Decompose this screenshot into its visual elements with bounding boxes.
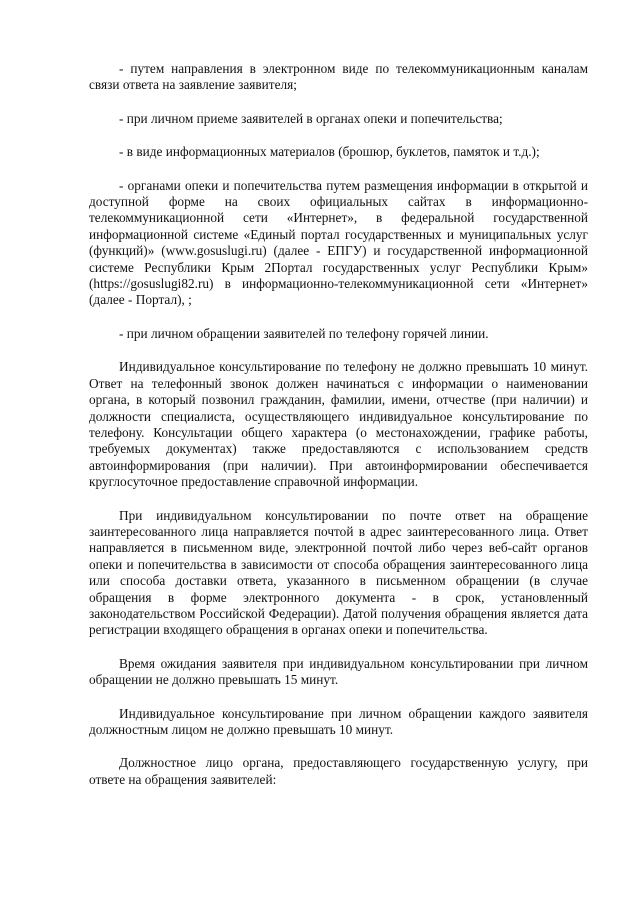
paragraph-phone-consulting: Индивидуальное консультирование по телефону не должно превышать 10 минут. Ответ на телефонный звонок должен начинаться с информации о наименовании органа, в который позвонил гражданин, фамилии, имени, отчестве (при наличии) и должности специалиста, осуществляющего индивидуальное консультирование по телефону. Консультации общего характера (о местонахождении, графике работы, требуемых документах) также предоставляются с использованием средств автоинформирования (при наличии). При автоинформировании обеспечивается круглосуточное предоставление справочной информации. — [89, 359, 588, 490]
document-body — [89, 61, 588, 788]
paragraph-consulting-duration: Индивидуальное консультирование при личном обращении каждого заявителя должностным лицом не должно превышать 10 минут. — [89, 705, 588, 737]
paragraph-electronic-response: - путем направления в электронном виде по телекоммуникационным каналам связи ответа на заявление заявителя; — [89, 61, 588, 93]
paragraph-personal-reception: - при личном приеме заявителей в органах опеки и попечительства; — [119, 110, 503, 126]
paragraph-hotline: - при личном обращении заявителей по телефону горячей линии. — [119, 325, 489, 341]
paragraph-official-websites: - органами опеки и попечительства путем размещения информации в открытой и доступной форме на своих официальных сайтах в информационно-телекоммуникационной сети «Интернет», в федеральной государственной информационной системе «Единый портал государственных и муниципальных услуг (функций)» (www.gosuslugi.ru) (далее - ЕПГУ) и государственной информационной системе Республики Крым 2Портал государственных услуг Республики Крым» (https://gosuslugi82.ru) в информационно-телекоммуникационной сети «Интернет» (далее - Портал), ; — [89, 177, 588, 308]
paragraph-official-duties: Должностное лицо органа, предоставляющего государственную услугу, при ответе на обращения заявителей: — [89, 755, 588, 787]
paragraph-info-materials: - в виде информационных материалов (брошюр, буклетов, памяток и т.д.); — [119, 144, 540, 160]
paragraph-waiting-time: Время ожидания заявителя при индивидуальном консультировании при личном обращении не должно превышать 15 минут. — [89, 655, 588, 688]
paragraph-mail-consulting: При индивидуальном консультировании по почте ответ на обращение заинтересованного лица направляется почтой в адрес заинтересованного лица. Ответ направляется в письменном виде, электронной почтой либо через веб-сайт органов опеки и попечительства в зависимости от способа обращения заинтересованного лица или способа доставки ответа, указанного в письменном обращении (в случае обращения в форме электронного документа - в срок, установленный законодательством Российской Федерации). Датой получения обращения является дата регистрации входящего обращения в органах опеки и попечительства. — [89, 507, 588, 638]
